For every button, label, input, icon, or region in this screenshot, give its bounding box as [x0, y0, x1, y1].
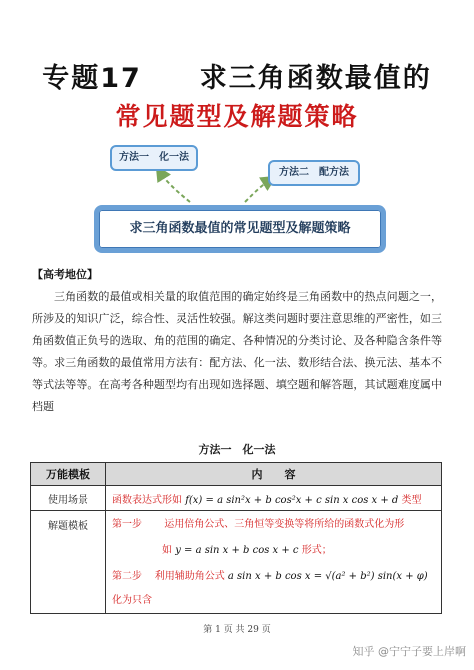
step2-tag: 第二步: [112, 571, 142, 582]
center-topic-box: 求三角函数最值的常见题型及解题策略: [94, 205, 386, 253]
scene-suffix: 类型: [401, 494, 422, 506]
step1-tag: 第一步: [112, 519, 142, 530]
step2-text: 利用辅助角公式: [154, 571, 225, 582]
scene-formula: f(x) = a sin²x + b cos²x + c sin x cos x + d: [185, 494, 399, 506]
row-content-scene: [106, 486, 442, 511]
watermark: 知乎 @宁宁子要上岸啊: [352, 645, 466, 658]
step1-line: [112, 511, 435, 537]
page-title-line2: 常见题型及解题策略: [115, 102, 359, 131]
step2-formula: a sin x + b cos x = √(a² + b²) sin(x + φ): [227, 571, 428, 582]
row-content-template: [106, 511, 442, 614]
method2-box: 方法二 配方法: [268, 160, 360, 186]
arrow-to-method1: [160, 172, 190, 202]
section-label: 【高考地位】: [32, 268, 98, 281]
table-row: [31, 511, 442, 614]
step2-suffix: 化为只含: [112, 595, 152, 606]
step1-text: 运用倍角公式、三角恒等变换等将所给的函数式化为形: [164, 519, 405, 530]
step1-cont-line: [112, 537, 435, 563]
step1-cont-suffix: 形式；: [301, 545, 332, 556]
step2-line: [112, 563, 435, 613]
table-header-right: 内 容: [106, 463, 442, 486]
intro-paragraph: 三角函数的最值或相关量的取值范围的确定始终是三角函数中的热点问题之一，所涉及的知识广泛，综合性、灵活性较强。解这类问题时要注意思维的严密性，如三角函数值正负号的选取、角的范围的确定、各种情况的分类讨论、及各种隐含条件等等。求三角函数的最值常用方法有：配方法、化一法、数形结合法、换元法、基本不等式法等等。在高考各种题型均有出现如选择题、填空题和解答题，其试题难度属中档题: [32, 290, 442, 413]
method1-box: 方法一 化一法: [110, 145, 198, 171]
page-footer: 第 1 页 共 29 页: [203, 625, 271, 635]
row-label-scene: 使用场景: [31, 486, 106, 511]
table-header-left: 万能模板: [31, 463, 106, 486]
page-title-line1: 专题17 求三角函数最值的: [42, 63, 432, 94]
arrow-to-method2: [245, 180, 270, 202]
step1-formula: y = a sin x + b cos x + c: [175, 545, 299, 556]
scene-prefix: 函数表达式形如: [112, 494, 182, 506]
table-row: [31, 486, 442, 511]
method-heading: 方法一 化一法: [198, 443, 276, 456]
method-diagram: [0, 130, 474, 260]
step1-cont-prefix: 如: [162, 545, 172, 556]
template-table: [30, 462, 442, 614]
row-label-template: 解题模板: [31, 511, 106, 614]
